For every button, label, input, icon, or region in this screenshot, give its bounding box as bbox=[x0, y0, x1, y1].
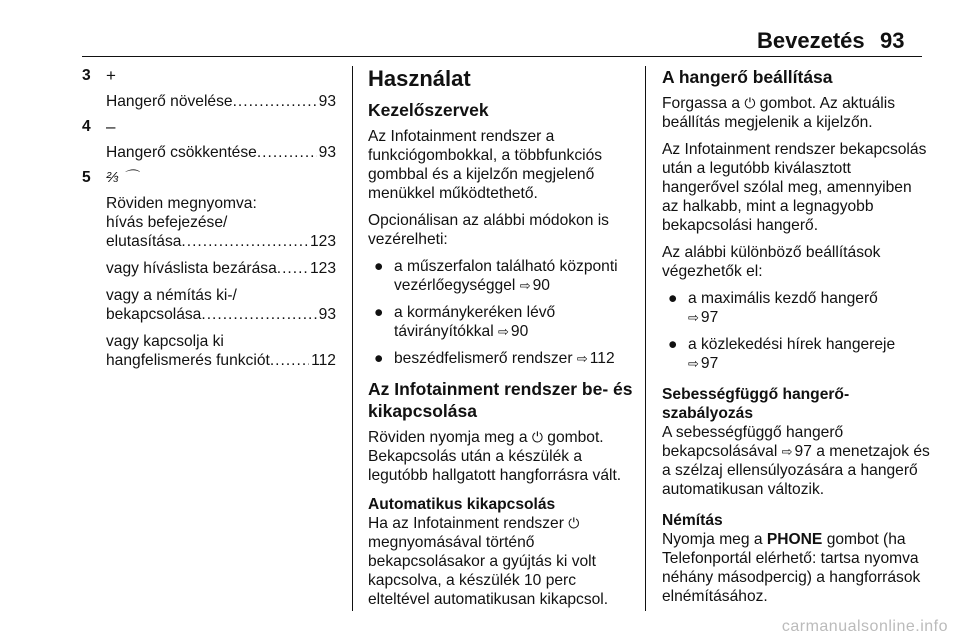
paragraph bbox=[662, 94, 932, 132]
list-item bbox=[368, 303, 636, 341]
subsection-title: A hangerő beállítása bbox=[662, 67, 833, 87]
toc-entry bbox=[106, 143, 336, 162]
power-icon: ⏻ bbox=[531, 429, 543, 445]
paragraph bbox=[368, 514, 636, 609]
list-item bbox=[368, 257, 636, 295]
toc-page: 93 bbox=[318, 93, 336, 110]
toc-label: Hangerő csökkentése bbox=[106, 144, 257, 161]
toc-page: 93 bbox=[318, 144, 336, 161]
text-run: Forgassa a bbox=[662, 95, 741, 112]
list-item-text: a kormánykeréken lévő távirányítókkal bbox=[394, 304, 556, 340]
left-column bbox=[82, 66, 336, 370]
text-run: gombot. Bekapcsolás után a készülék a legutóbb hallgatott hangforrásra vált. bbox=[368, 429, 622, 484]
subheading: Sebességfüggő hangerő-szabályozás bbox=[662, 386, 850, 422]
paragraph bbox=[662, 423, 932, 499]
text-run: Röviden nyomja meg a bbox=[368, 429, 528, 446]
toc-label: bekapcsolása bbox=[106, 306, 202, 323]
arrow-ref-icon: ⇨ 90 bbox=[498, 323, 528, 340]
toc-entry bbox=[106, 92, 336, 111]
bullet-icon: ● bbox=[374, 304, 384, 321]
text-run: megnyomásával történő bekapcsolásakor a gyújtás ki volt kapcsolva, a készülék 10 perc elteltével automatikusan kikapcsol. bbox=[368, 534, 609, 608]
list-item bbox=[368, 349, 636, 368]
toc-label: Hangerő növelése bbox=[106, 93, 233, 110]
item-3 bbox=[82, 66, 336, 111]
arrow-ref-icon: ⇨ 90 bbox=[520, 277, 550, 294]
toc-label: elutasítása bbox=[106, 233, 182, 250]
subheading: Automatikus kikapcsolás bbox=[368, 496, 556, 513]
list-item bbox=[662, 289, 932, 327]
header-title: Bevezetés bbox=[757, 28, 865, 53]
minus-icon: – bbox=[106, 117, 116, 136]
arrow-ref-icon: ⇨ 112 bbox=[577, 350, 615, 367]
section-title: Használat bbox=[368, 66, 471, 91]
subheading: Némítás bbox=[662, 512, 723, 529]
item-description: Röviden megnyomva: hívás befejezése/ bbox=[106, 195, 257, 231]
subsection-title: Az Infotainment rendszer be- és kikapcsolása bbox=[368, 379, 633, 421]
list-item-text: a közlekedési hírek hangereje bbox=[688, 336, 896, 353]
power-icon: ⏻ bbox=[744, 95, 756, 111]
header-rule bbox=[82, 56, 922, 57]
toc-entry bbox=[106, 259, 336, 278]
text-run: Nyomja meg a bbox=[662, 531, 763, 548]
column-divider-2 bbox=[645, 66, 646, 611]
middle-column bbox=[368, 66, 636, 617]
toc-entry bbox=[106, 305, 336, 324]
list-item bbox=[662, 335, 932, 373]
bullet-icon: ● bbox=[374, 258, 384, 275]
paragraph bbox=[368, 428, 636, 485]
paragraph: Opcionálisan az alábbi módokon is vezérelheti: bbox=[368, 212, 609, 248]
item-number: 4 bbox=[82, 118, 91, 135]
text-run: gombot. Az aktuális beállítás megjelenik a kijelzőn. bbox=[662, 95, 896, 131]
list-item-text: a maximális kezdő hangerő bbox=[688, 290, 878, 307]
toc-label: vagy híváslista bezárása bbox=[106, 260, 277, 277]
paragraph bbox=[662, 530, 932, 606]
phone-button-label: PHONE bbox=[766, 531, 823, 548]
bullet-icon: ● bbox=[668, 290, 678, 307]
plus-icon: + bbox=[106, 66, 116, 85]
toc-pre: vagy a némítás ki-/ bbox=[106, 287, 237, 304]
toc-page: 123 bbox=[309, 260, 336, 277]
toc-label: hangfelismerés funkciót bbox=[106, 352, 270, 369]
list-item-text: a műszerfalon található központi vezérlőegységgel bbox=[394, 258, 618, 294]
text-run: A sebességfüggő hangerő bekapcsolásával bbox=[662, 424, 844, 460]
item-4 bbox=[82, 117, 336, 162]
toc-entry bbox=[106, 351, 336, 370]
list-item-text: beszédfelismerő rendszer bbox=[394, 350, 573, 367]
toc-entry bbox=[106, 232, 336, 251]
text-run: a menetzajok és a szélzaj ellensúlyozására a hangerő automatikusan változik. bbox=[662, 443, 930, 498]
subsection-title: Kezelőszervek bbox=[368, 100, 489, 120]
watermark: carmanualsonline.info bbox=[781, 618, 948, 635]
paragraph: Az alábbi különböző beállítások végezhetők el: bbox=[662, 244, 881, 280]
toc-page: 123 bbox=[309, 233, 336, 250]
toc-pre: vagy kapcsolja ki bbox=[106, 333, 224, 350]
item-number: 5 bbox=[82, 169, 91, 186]
item-number: 3 bbox=[82, 67, 91, 84]
bullet-icon: ● bbox=[668, 336, 678, 353]
text-run: gombot (ha Telefonportál elérhető: tartsa nyomva néhány másodpercig) a hangforrások elnémításához. bbox=[662, 531, 921, 605]
arrow-ref-icon: ⇨ 97 bbox=[688, 355, 718, 372]
paragraph: Az Infotainment rendszer a funkciógombokkal, a többfunkciós gombbal és a kijelzőn megjelenő menükkel működtethető. bbox=[368, 128, 603, 202]
arrow-ref-icon: ⇨ 97 bbox=[782, 443, 812, 460]
power-icon: ⏻ bbox=[568, 515, 580, 531]
text-run: Ha az Infotainment rendszer bbox=[368, 515, 564, 532]
item-5 bbox=[82, 168, 336, 370]
bullet-icon: ● bbox=[374, 350, 384, 367]
toc-page: 112 bbox=[311, 352, 336, 369]
toc-page: 93 bbox=[318, 306, 336, 323]
column-divider-1 bbox=[352, 66, 353, 611]
phone-hangup-icon: ⅔ ⌒ bbox=[106, 169, 138, 186]
arrow-ref-icon: ⇨ 97 bbox=[688, 309, 718, 326]
page-number: 93 bbox=[880, 28, 905, 53]
right-column bbox=[662, 66, 932, 614]
paragraph: Az Infotainment rendszer bekapcsolás után a legutóbb kiválasztott hangerővel szólal meg, amennyiben az halkabb, mint a legnagyobb bekapcsolási hangerő. bbox=[662, 141, 927, 234]
